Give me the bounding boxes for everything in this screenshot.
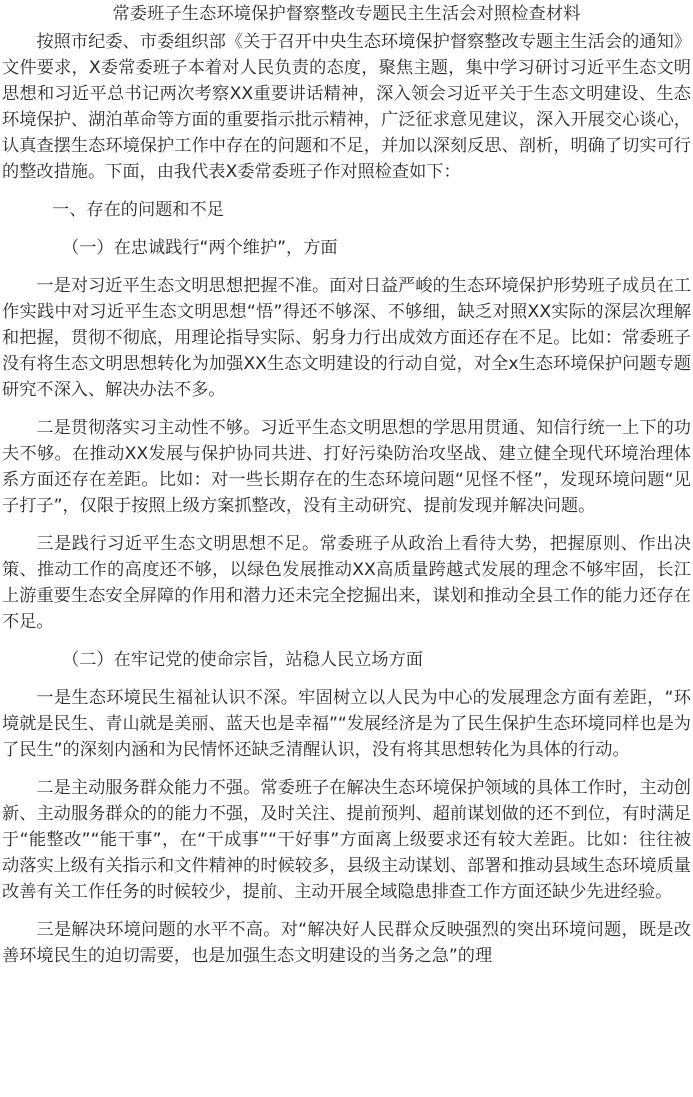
subsection-1-heading: （一）在忠诚践行“两个维护”，方面 (62, 238, 338, 258)
subsection-2-paragraph-3: 三是解决环境问题的水平不高。对“解决好人民群众反映强烈的突出环境问题，既是改善环境民生的迫切需要，也是加强生态文明建设的当务之急”的理 (2, 920, 691, 966)
subsection-2-paragraph-2: 二是主动服务群众能力不强。常委班子在解决生态环境保护领域的具体工作时，主动创新、主动服务群众的的能力不强，及时关注、提前预判、超前谋划做的还不到位，有时满足于“能整改”“能干事”，在“干成事”“干好事”方面离上级要求还有较大差距。比如：往往被动落实上级有关指示和文件精神的时候较多，县级主动谋划、部署和推动县域生态环境质量改善有关工作任务的时候较少，提前、主动开展全域隐患排查工作方面还缺少先进经验。 (2, 778, 691, 902)
document-title: 常委班子生态环境保护督察整改专题民主生活会对照检查材料 (112, 4, 581, 24)
subsection-1-paragraph-2: 二是贯彻落实习主动性不够。习近平生态文明思想的学思用贯通、知信行统一上下的功夫不够。在推动XX发展与保护协同共进、打好污染防治攻坚战、建立健全现代环境治理体系方面还存在差距。比如：对一些长期存在的生态环境问题“见怪不怪”，发现环境问题“见子打子”，仅限于按照上级方案抓整改，没有主动研究、提前发现并解决问题。 (2, 418, 691, 516)
intro-paragraph: 按照市纪委、市委组织部《关于召开中央生态环境保护督察整改专题主生活会的通知》文件要求，X委常委班子本着对人民负责的态度，聚焦主题，集中学习研讨习近平生态文明思想和习近平总书记两次考察XX重要讲话精神，深入领会习近平关于生态文明建设、生态环境保护、湖泊革命等方面的重要指示批示精神，广泛征求意见建议，深入开展交心谈心，认真查摆生态环境保护工作中存在的问题和不足，并加以深刻反思、剖析，明确了切实可行的整改措施。下面，由我代表X委常委班子作对照检查如下： (2, 32, 691, 182)
subsection-1-paragraph-1: 一是对习近平生态文明思想把握不准。面对日益严峻的生态环境保护形势班子成员在工作实践中对习近平生态文明思想“悟”得还不够深、不够细，缺乏对照XX实际的深层次理解和把握，贯彻不彻底，用理论指导实际、躬身力行出成效方面还存在不足。比如：常委班子没有将生态文明思想转化为加强XX生态文明建设的行动自觉，对全x生态环境保护问题专题研究不深入、解决办法不多。 (2, 276, 691, 400)
subsection-2-paragraph-1: 一是生态环境民生福祉认识不深。牢固树立以人民为中心的发展理念方面有差距，“环境就是民生、青山就是美丽、蓝天也是幸福”“发展经济是为了民生保护生态环境同样也是为了民生”的深刻内涵和为民情怀还缺乏清醒认识，没有将其思想转化为具体的行动。 (2, 688, 691, 760)
subsection-1-paragraph-3: 三是践行习近平生态文明思想不足。常委班子从政治上看待大势，把握原则、作出决策、推动工作的高度还不够，以绿色发展推动XX高质量跨越式发展的理念不够牢固，长江上游重要生态安全屏障的作用和潜力还未完全挖掘出来，谋划和推动全县工作的能力还存在不足。 (2, 534, 691, 632)
subsection-2-heading: （二）在牢记党的使命宗旨，站稳人民立场方面 (62, 650, 423, 670)
section-1-heading: 一、存在的问题和不足 (52, 200, 224, 220)
